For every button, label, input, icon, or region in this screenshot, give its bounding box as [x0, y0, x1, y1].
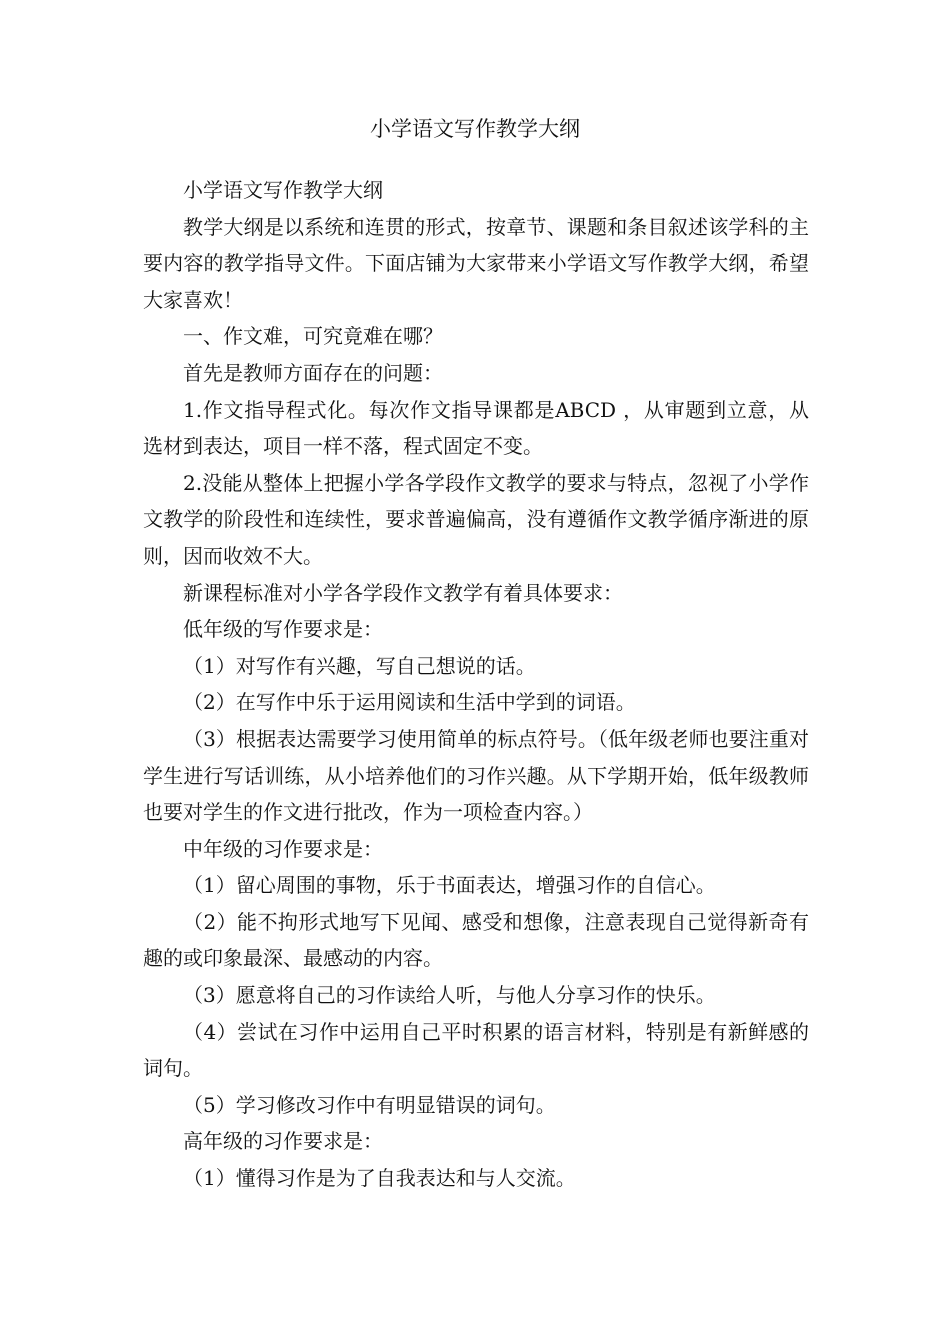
list-item: （1）对写作有兴趣，写自己想说的话。 [183, 653, 536, 678]
list-item: （5）学习修改习作中有明显错误的词句。 [183, 1092, 556, 1117]
list-item: （1）懂得习作是为了自我表达和与人交流。 [183, 1166, 576, 1191]
list-item: （3）根据表达需要学习使用简单的标点符号。（低年级老师也要注重对学生进行写话训练，从小培养他们的习作兴趣。从下学期开始，低年级教师也要对学生的作文进行批改，作为一项检查内容。） [143, 726, 809, 825]
paragraph: 1.作文指导程式化。每次作文指导课都是ABCD ，从审题到立意，从选材到表达，项目一样不落，程式固定不变。 [143, 397, 809, 459]
paragraph: 高年级的习作要求是： [183, 1129, 383, 1154]
paragraph: 2.没能从整体上把握小学各学段作文教学的要求与特点，忽视了小学作文教学的阶段性和连续性，要求普遍偏高，没有遵循作文教学循序渐进的原则，因而收效不大。 [143, 470, 809, 568]
list-item: （4）尝试在习作中运用自己平时积累的语言材料，特别是有新鲜感的词句。 [143, 1019, 809, 1081]
paragraph: 中年级的习作要求是： [183, 836, 383, 861]
list-item: （3）愿意将自己的习作读给人听，与他人分享习作的快乐。 [183, 983, 716, 1008]
paragraph: 低年级的写作要求是： [183, 617, 383, 642]
document-body [143, 172, 809, 1197]
paragraph-subtitle: 小学语文写作教学大纲 [183, 178, 383, 202]
list-item: （2）在写作中乐于运用阅读和生活中学到的词语。 [183, 690, 636, 715]
paragraph: 新课程标准对小学各学段作文教学有着具体要求： [183, 580, 623, 605]
section-heading: 一、作文难，可究竟难在哪？ [183, 324, 443, 349]
document-title: 小学语文写作教学大纲 [370, 117, 580, 141]
paragraph: 首先是教师方面存在的问题： [183, 360, 443, 385]
list-item: （2）能不拘形式地写下见闻、感受和想像，注意表现自己觉得新奇有趣的或印象最深、最感动的内容。 [143, 909, 809, 971]
list-item: （1）留心周围的事物，乐于书面表达，增强习作的自信心。 [183, 873, 716, 898]
paragraph-intro: 教学大纲是以系统和连贯的形式，按章节、课题和条目叙述该学科的主要内容的教学指导文件。下面店铺为大家带来小学语文写作教学大纲，希望大家喜欢！ [143, 214, 809, 312]
